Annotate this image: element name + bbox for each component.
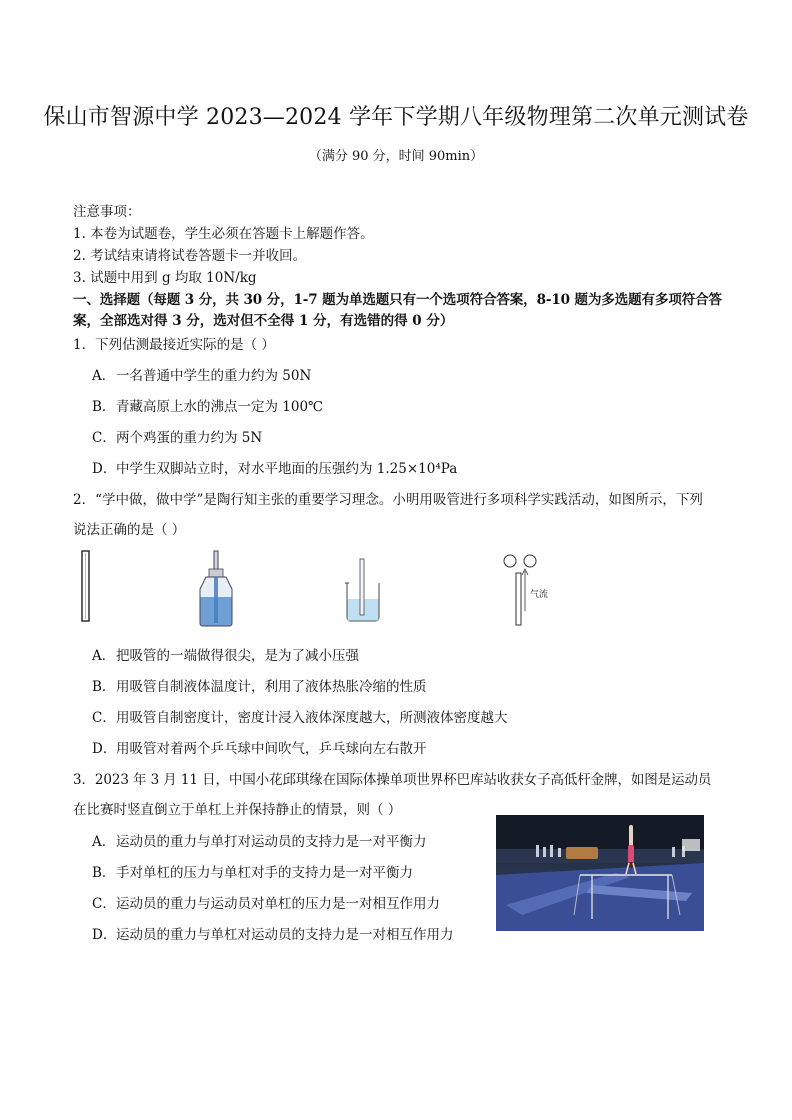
q2-option-d	[92, 737, 427, 757]
bottle-thermometer-figure	[200, 551, 232, 626]
option-key: A．	[92, 368, 116, 384]
option-key: C．	[92, 710, 116, 726]
option-text: 用吸管对着两个乒乓球中间吹气，乒乓球向左右散开	[116, 741, 427, 757]
question-1-stem: 1．下列估测最接近实际的是（ ）	[73, 337, 275, 353]
q1-option-d	[92, 457, 457, 477]
q2-option-b	[92, 675, 427, 695]
notice-heading: 注意事项：	[73, 204, 141, 220]
option-text: 运动员的重力与单打对运动员的支持力是一对平衡力	[116, 834, 427, 850]
page-title: 保山市智源中学 2023—2024 学年下学期八年级物理第二次单元测试卷	[43, 105, 749, 130]
option-text: 手对单杠的压力与单杠对手的支持力是一对平衡力	[116, 865, 413, 881]
section-heading-cont: 案，全部选对得 3 分，选对但不全得 1 分，有选错的得 0 分）	[73, 313, 454, 329]
q3-option-d	[92, 923, 454, 943]
option-key: A．	[92, 648, 116, 664]
option-key: A．	[92, 834, 116, 850]
option-key: D．	[92, 741, 117, 757]
question-2-stem: 2．“学中做，做中学”是陶行知主张的重要学习理念。小明用吸管进行多项科学实践活动，如图所示，下列	[73, 492, 703, 508]
option-key: B．	[92, 679, 116, 695]
option-key: C．	[92, 430, 116, 446]
q3-option-b	[92, 861, 413, 881]
option-key: D．	[92, 461, 117, 477]
notice-item: 3. 试题中用到 g 均取 10N/kg	[73, 270, 257, 286]
option-key: B．	[92, 865, 116, 881]
q3-option-c	[92, 892, 440, 912]
section-heading: 一、选择题（每题 3 分，共 30 分，1-7 题为单选题只有一个选项符合答案，8-10 题为多选题有多项符合答	[73, 292, 722, 308]
option-text: 运动员的重力与运动员对单杠的压力是一对相互作用力	[116, 896, 440, 912]
q1-option-a	[92, 364, 311, 384]
q2-option-a	[92, 644, 359, 664]
option-text: 青藏高原上水的沸点一定为 100℃	[116, 399, 324, 415]
q2-option-c	[92, 706, 508, 726]
airflow-label: 气流	[530, 590, 549, 600]
option-text: 两个鸡蛋的重力约为 5N	[116, 430, 263, 446]
option-text: 用吸管自制液体温度计，利用了液体热胀冷缩的性质	[116, 679, 427, 695]
q3-option-a	[92, 830, 427, 850]
question-3-stem-cont: 在比赛时竖直倒立于单杠上并保持静止的情景，则（ ）	[73, 802, 402, 818]
option-key: B．	[92, 399, 116, 415]
option-text: 中学生双脚站立时，对水平地面的压强约为 1.25×10⁴Pa	[116, 461, 458, 477]
q1-option-c	[92, 426, 262, 446]
option-text: 用吸管自制密度计，密度计浸入液体深度越大，所测液体密度越大	[116, 710, 508, 726]
pointed-straw-figure	[82, 551, 89, 621]
beaker-densimeter-figure	[345, 559, 379, 621]
gymnast-photo	[496, 815, 704, 931]
notice-item: 2. 考试结束请将试卷答题卡一并收回。	[73, 248, 307, 264]
option-text: 把吸管的一端做得很尖，是为了减小压强	[116, 648, 359, 664]
ping-pong-airflow-figure	[504, 555, 548, 625]
option-text: 一名普通中学生的重力约为 50N	[116, 368, 312, 384]
option-text: 运动员的重力与单杠对运动员的支持力是一对相互作用力	[116, 927, 454, 943]
notice-item: 1. 本卷为试题卷，学生必须在答题卡上解题作答。	[73, 226, 374, 242]
question-2-stem-cont: 说法正确的是（ ）	[73, 522, 186, 538]
question-3-stem: 3．2023 年 3 月 11 日，中国小花邱琪缘在国际体操单项世界杯巴库站收获女子高低杆金牌，如图是运动员	[73, 772, 712, 788]
option-key: D．	[92, 927, 117, 943]
page-subtitle: （满分 90 分，时间 90min）	[308, 149, 484, 164]
option-key: C．	[92, 896, 116, 912]
q1-option-b	[92, 395, 323, 415]
straw-figures	[60, 545, 660, 635]
